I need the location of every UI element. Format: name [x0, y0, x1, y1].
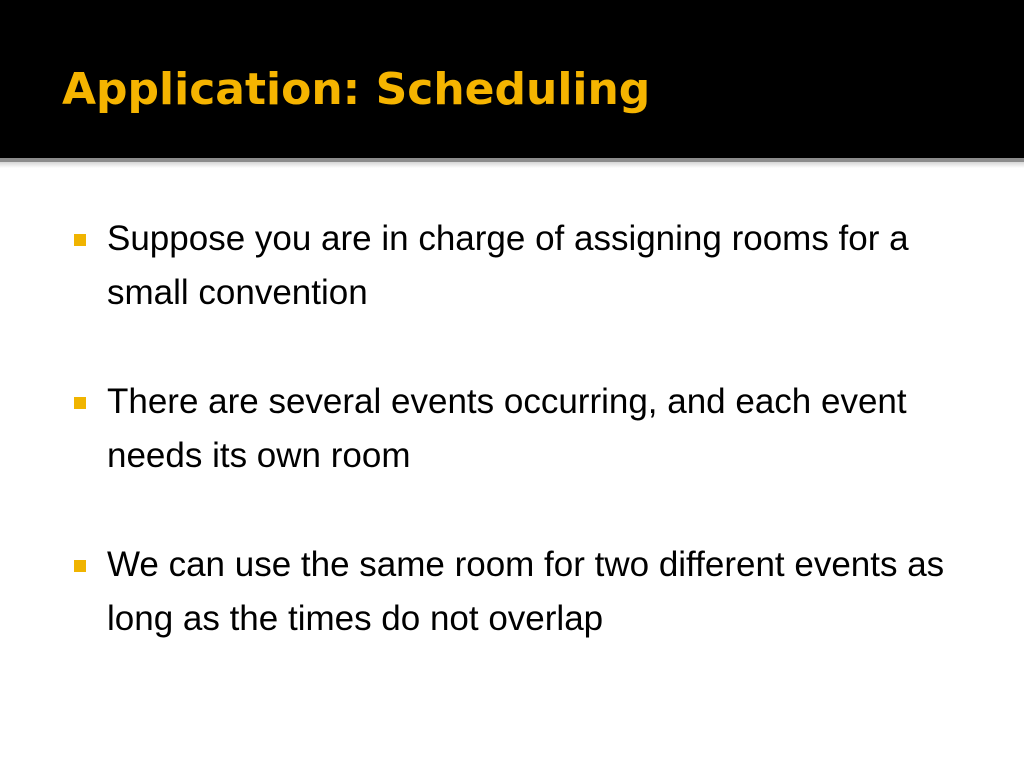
- bullet-text: Suppose you are in charge of assigning rooms for a small convention: [107, 219, 909, 312]
- square-bullet-icon: [74, 397, 86, 409]
- title-bar: [0, 0, 1024, 158]
- slide-title: Application: Scheduling: [62, 64, 651, 115]
- bullet-text: There are several events occurring, and each event needs its own room: [107, 382, 907, 475]
- square-bullet-icon: [74, 234, 86, 246]
- square-bullet-icon: [74, 560, 86, 572]
- title-divider-shadow: [0, 162, 1024, 168]
- bullet-text: We can use the same room for two different events as long as the times do not overlap: [107, 545, 945, 638]
